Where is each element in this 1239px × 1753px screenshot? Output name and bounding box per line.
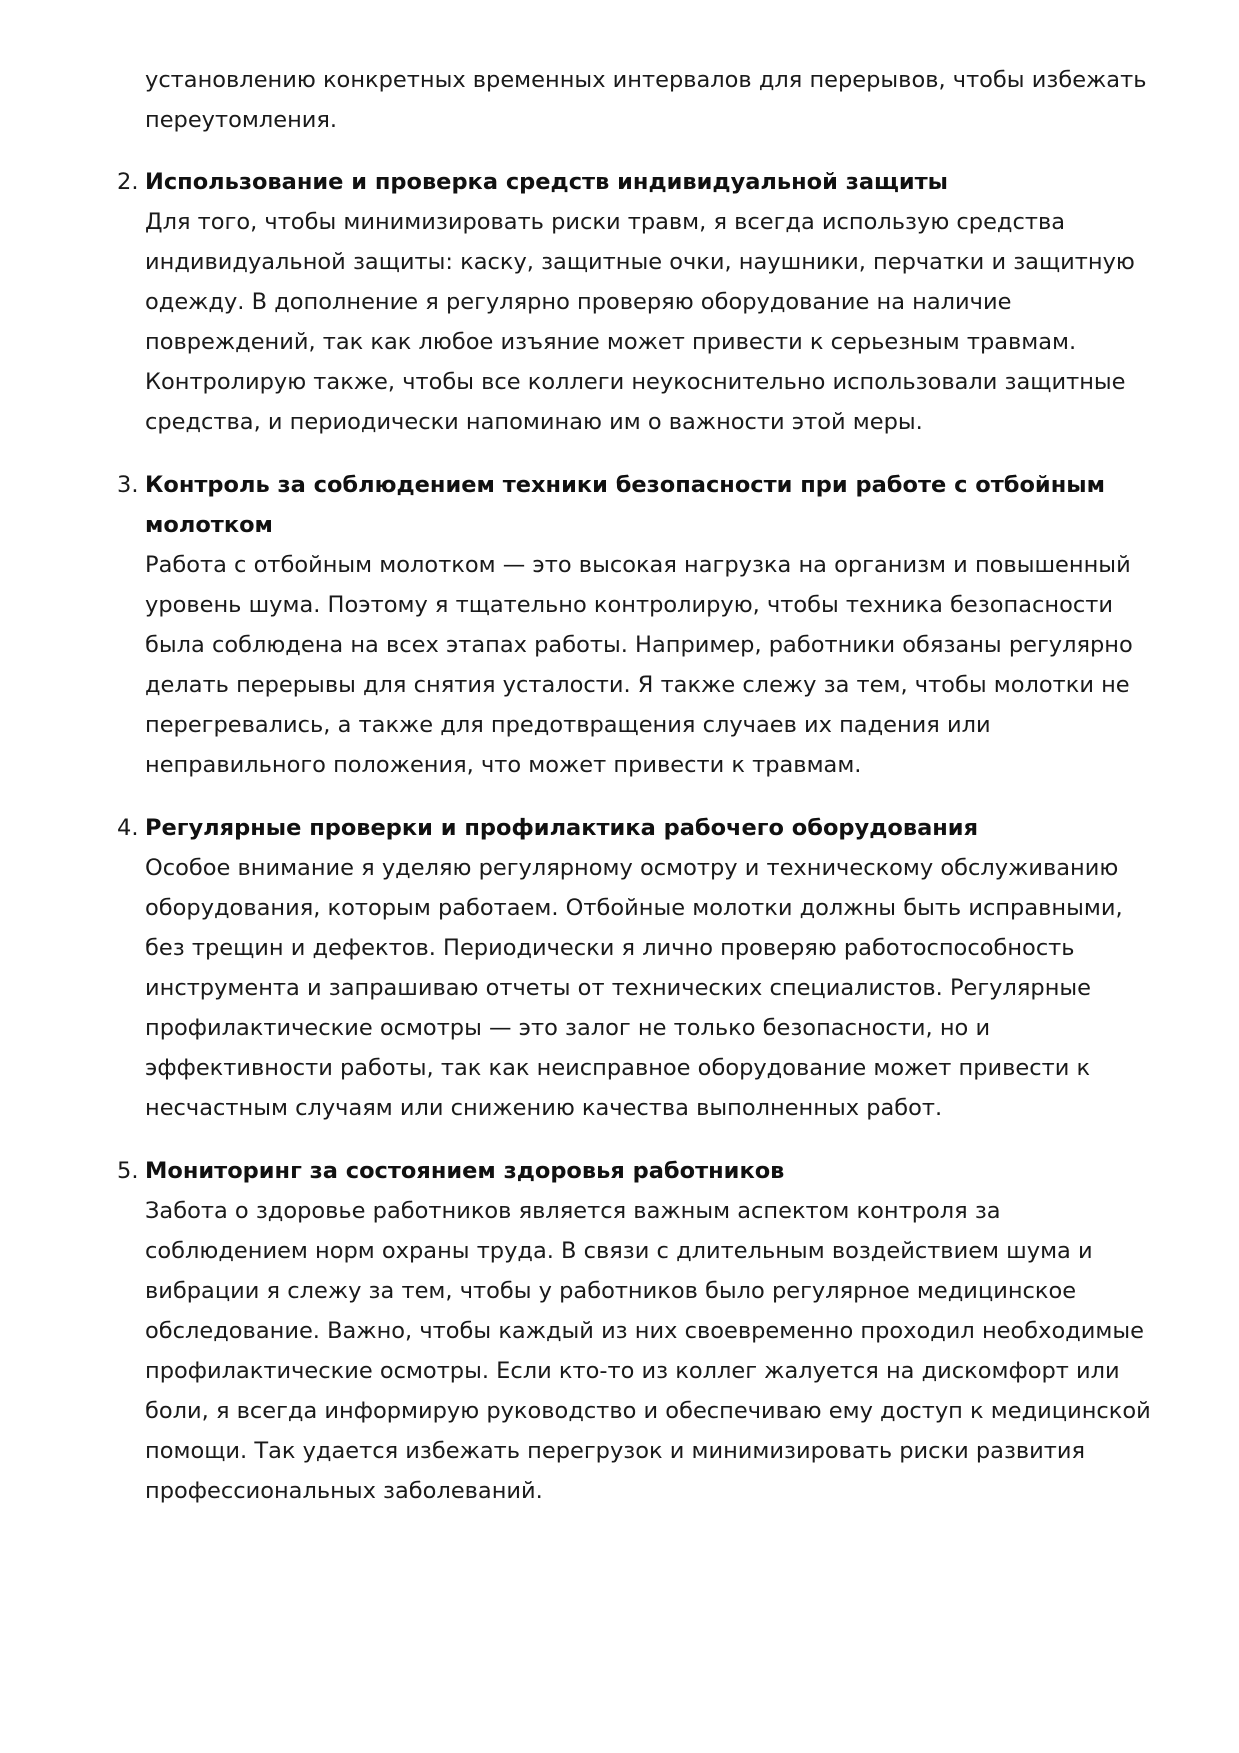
item-heading: Мониторинг за состоянием здоровья работников: [145, 1158, 785, 1184]
item-heading: Контроль за соблюдением техники безопасности при работе с отбойным молотком: [145, 472, 1105, 538]
item-number: 4.: [117, 815, 139, 841]
list-item: [0, 808, 1155, 1128]
list-item: [0, 1151, 1155, 1511]
item-number: 5.: [117, 1158, 139, 1184]
list-item: [0, 465, 1155, 785]
item-heading: Регулярные проверки и профилактика рабочего оборудования: [145, 815, 979, 841]
list-item: [0, 162, 1155, 442]
item-body: Забота о здоровье работников является важным аспектом контроля за соблюдением норм охраны труда. В связи с длительным воздействием шума и вибрации я слежу за тем, чтобы у работников было регулярное медицинское обследование. Важно, чтобы каждый из них своевременно проходил необходимые профилактические осмотры. Если кто-то из коллег жалуется на дискомфорт или боли, я всегда информирую руководство и обеспечиваю ему доступ к медицинской помощи. Так удается избежать перегрузок и минимизировать риски развития профессиональных заболеваний.: [145, 1198, 1151, 1504]
item-body: Особое внимание я уделяю регулярному осмотру и техническому обслуживанию оборудования, которым работаем. Отбойные молотки должны быть исправными, без трещин и дефектов. Периодически я лично проверяю работоспособность инструмента и запрашиваю отчеты от технических специалистов. Регулярные профилактические осмотры — это залог не только безопасности, но и эффективности работы, так как неисправное оборудование может привести к несчастным случаям или снижению качества выполненных работ.: [145, 855, 1123, 1121]
item-body: Работа с отбойным молотком — это высокая нагрузка на организм и повышенный уровень шума. Поэтому я тщательно контролирую, чтобы техника безопасности была соблюдена на всех этапах работы. Например, работники обязаны регулярно делать перерывы для снятия усталости. Я также слежу за тем, чтобы молотки не перегревались, а также для предотвращения случаев их падения или неправильного положения, что может привести к травмам.: [145, 552, 1133, 778]
item-heading: Использование и проверка средств индивидуальной защиты: [145, 169, 949, 195]
item-body: Для того, чтобы минимизировать риски травм, я всегда использую средства индивидуальной защиты: каску, защитные очки, наушники, перчатки и защитную одежду. В дополнение я регулярно проверяю оборудование на наличие повреждений, так как любое изъяние может привести к серьезным травмам. Контролирую также, чтобы все коллеги неукоснительно использовали защитные средства, и периодически напоминаю им о важности этой меры.: [145, 209, 1135, 435]
item-number: 2.: [117, 169, 139, 195]
continuation-paragraph: установлению конкретных временных интервалов для перерывов, чтобы избежать переутомления.: [145, 67, 1147, 133]
numbered-list: [0, 162, 1239, 1534]
item-number: 3.: [117, 472, 139, 498]
